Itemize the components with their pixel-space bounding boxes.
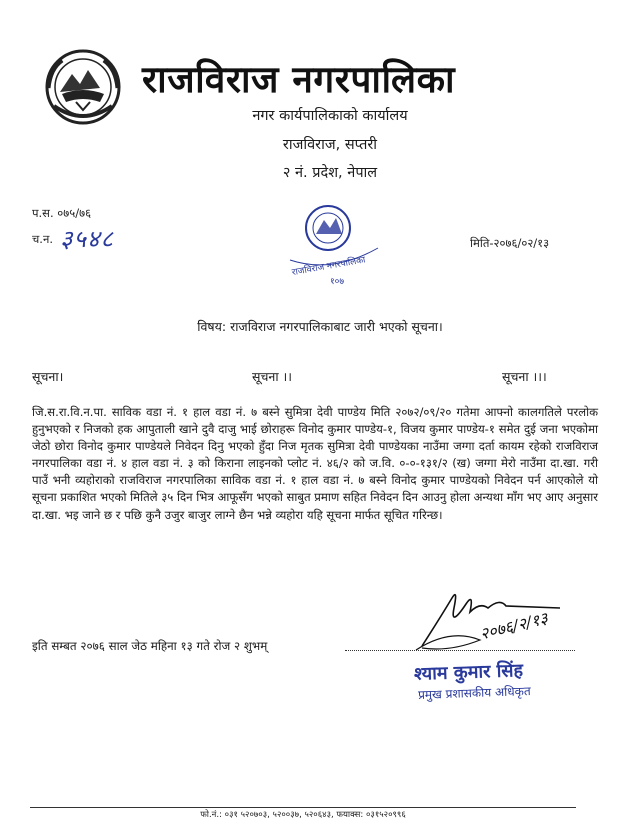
officer-name: श्याम कुमार सिंह	[413, 660, 524, 685]
notice-heading-3: सूचना ।।।	[502, 369, 547, 384]
office-province: २ नं. प्रदेश, नेपाल	[282, 165, 378, 181]
date-label: मिति-	[470, 236, 494, 250]
notice-body: जि.स.रा.वि.न.पा. साविक वडा नं. १ हाल वडा नं. ७ बस्ने सुमित्रा देवी पाण्डेय मिति २०७२/०९/२० गतेमा आफ्नो कालगतिले परलोक हुनुभएको र निजको हक आपुताली खाने दुवै दाजु भाई छोराहरू विनोद कुमार पाण्डेय-१, विजय कुमार पाण्डेय-१ समेत दुई जना भएकोमा जेठो छोरा विनोद कुमार पाण्डेयले निवेदन दिनु भएको हुँदा निज मृतक सुमित्रा देवी पाण्डेयका नाउँमा जग्गा दर्ता कायम रहेको राजविराज नगरपालिका वडा नं. ४ हाल वडा नं. ३ को किराना लाइनको प्लोट नं. ४६/२ को ज.वि. ०-०-१३१/२ (ख) जग्गा मेरो नाउँमा दा.खा. गरी पाउँ भनी व्यहोराको राजविराज नगरपालिका साविक वडा नं. १ हाल वडा नं. ७ बस्ने विनोद कुमार पाण्डेयको निवेदन पर्न आएकोले यो सूचना प्रकाशित भएको मितिले ३५ दिन भित्र आफूसँग भएको साबुत प्रमाण सहित निवेदन दिन आउनु होला अन्यथा माँग भए आए अनुसार दा.खा. भइ जाने छ र पछि कुनै उजुर बाजुर लाग्ने छैन भन्ने व्यहोरा यहि सूचना मार्फत सूचित गरिन्छ।	[32, 405, 598, 522]
notice-date	[470, 236, 549, 251]
subject-line: विषय: राजविराज नगरपालिकाबाट जारी भएको सूचना।	[197, 319, 443, 334]
stamp-text: राजविराज नगरपालिका	[291, 255, 367, 279]
chalan-number-handwritten: ३५४८	[60, 225, 114, 253]
nepal-emblem-icon	[40, 48, 126, 126]
officer-title: प्रमुख प्रशासकीय अधिकृत	[417, 684, 531, 702]
municipality-title: राजविराज नगरपालिका	[142, 58, 456, 101]
office-location: राजविराज, सप्तरी	[282, 137, 378, 153]
signature-date: २०७६/२/१३	[478, 608, 550, 644]
handwritten-signature-icon	[410, 578, 590, 658]
notice-heading-1: सूचना।	[32, 369, 64, 384]
closing-line: इति सम्बत २०७६ साल जेठ महिना १३ गते रोज २ शुभम्	[32, 639, 268, 653]
stamp-number: १०७	[330, 277, 345, 287]
footer-divider	[30, 807, 576, 808]
footer-contact: फो.नं.: ०३१ ५२०७०३, ५२००३७, ५२०६४३, फयाक्स: ०३१५२०९९६	[200, 810, 406, 820]
chalan-label: च.न.	[32, 232, 53, 246]
office-name: नगर कार्यपालिकाको कार्यालय	[252, 108, 408, 124]
signature-dotted-line	[345, 650, 575, 651]
ps-label: प.स.	[32, 206, 54, 220]
ps-value: ०७५/७६	[57, 206, 92, 220]
notice-heading-2: सूचना ।।	[252, 369, 293, 384]
ps-number	[32, 206, 91, 221]
official-stamp-icon	[282, 198, 386, 294]
date-value: २०७६/०२/१३	[493, 236, 550, 250]
